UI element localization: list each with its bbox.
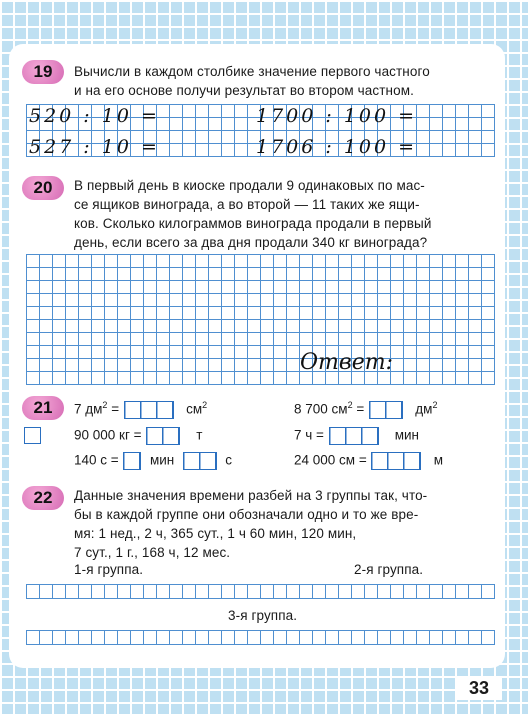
answer-box[interactable] xyxy=(183,452,217,470)
conversion-row: 24 000 см = м xyxy=(294,452,443,470)
handwritten-expression: 1700 : 100 = xyxy=(256,105,418,127)
task-number-badge: 22 xyxy=(22,486,64,510)
answer-box[interactable] xyxy=(124,401,174,419)
group-1-2-answer-grid[interactable] xyxy=(26,584,495,599)
handwritten-expression: 527 : 10 = xyxy=(29,136,160,158)
task-number-badge: 20 xyxy=(22,176,64,200)
group-3-label: 3-я группа. xyxy=(228,608,298,623)
task-20-text: В первый день в киоске продали 9 одинаковых по мас- се ящиков винограда, а во второй — 11 таких же ящи- ков. Сколько килограммов винограда продали в первый день, если всего за два дня продали 340 кг винограда? xyxy=(74,178,432,250)
task-number-badge: 19 xyxy=(22,60,64,84)
conversion-row: 90 000 кг = т xyxy=(74,427,202,445)
group-1-label: 1-я группа. xyxy=(74,562,144,577)
answer-box[interactable] xyxy=(146,427,180,445)
answer-box[interactable] xyxy=(369,401,403,419)
answer-label: Ответ: xyxy=(300,350,393,375)
conversion-row: 7 $дм^2$ = $см^2$ xyxy=(74,400,207,419)
conversion-row: 8 700 $см^2$ = $дм^2$ xyxy=(294,400,437,419)
answer-box[interactable] xyxy=(123,452,141,470)
handwritten-expression: 520 : 10 = xyxy=(29,105,160,127)
task-19-text: Вычисли в каждом столбике значение первого частного и на его основе получи результат во втором частном. xyxy=(74,64,430,98)
checkbox[interactable] xyxy=(24,427,41,444)
answer-box[interactable] xyxy=(371,452,421,470)
group-2-label: 2-я группа. xyxy=(354,562,424,577)
conversion-row: 140 с = мин с xyxy=(74,452,232,470)
handwritten-expression: 1706 : 100 = xyxy=(256,136,418,158)
task-20-grid[interactable] xyxy=(26,254,495,385)
group-3-answer-grid[interactable] xyxy=(26,630,495,645)
conversion-row: 7 ч = мин xyxy=(294,427,419,445)
task-number-badge: 21 xyxy=(22,396,64,420)
answer-box[interactable] xyxy=(329,427,379,445)
task-22-text: Данные значения времени разбей на 3 группы так, что- бы в каждой группе они обозначали одно и то же вре- мя: 1 нед., 2 ч, 365 сут., 1 ч 60 мин, 120 мин, 7 сут., 1 г., 168 ч, 12 мес. xyxy=(74,488,428,560)
page-number: 33 xyxy=(456,676,502,700)
